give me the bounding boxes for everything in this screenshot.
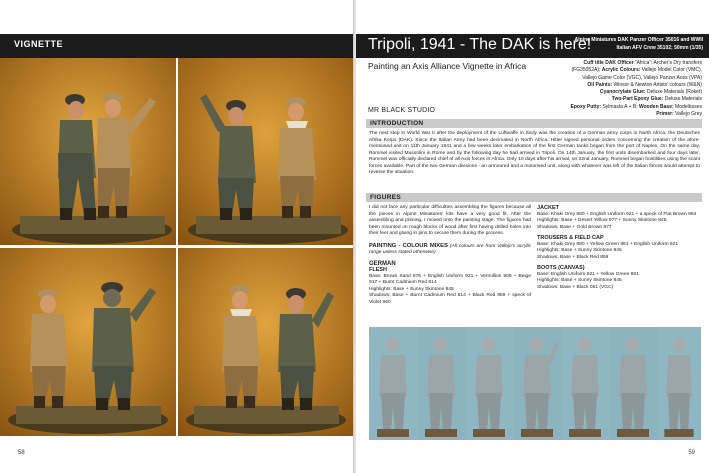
flesh-base: Base: Brown Sand 876 + English Uniform 921 + Vermillion 909 + Beige 917 + Burnt Cadmium Red 814 bbox=[369, 273, 531, 285]
vignette-photo-rear bbox=[0, 248, 176, 436]
trousers-shadows: Shadows: Base + Black Red 859 bbox=[537, 254, 609, 260]
credit-label: Cyanocrylate Glue: bbox=[600, 89, 646, 96]
credit-label: Acrylic Colours: bbox=[601, 67, 641, 74]
german-heading: GERMAN bbox=[369, 260, 396, 267]
trousers-heading: TROUSERS & FIELD CAP bbox=[537, 235, 604, 241]
primer-figure-photo bbox=[465, 327, 513, 440]
kit-info-line: Alpine Miniatures DAK Panzer Officer 35016 and WWII bbox=[574, 37, 703, 43]
credit-label: Primer: bbox=[656, 111, 674, 118]
jacket-highlights: Highlights: Base + Desert Yellow 977 + Sunny Skintone 845 bbox=[537, 218, 667, 223]
section-label: VIGNETTE bbox=[14, 39, 64, 49]
right-page bbox=[356, 0, 709, 473]
primer-figure-photo bbox=[417, 327, 465, 440]
primer-figure-photo bbox=[657, 327, 701, 440]
figures-heading: FIGURES bbox=[370, 194, 401, 201]
credit-label: Wooden Base: bbox=[639, 103, 674, 110]
article-title: Tripoli, 1941 - The DAK is here! bbox=[368, 36, 592, 53]
vignette-photo-three-quarter bbox=[178, 248, 354, 436]
kit-info-line: Italian AFV Crew 35102; 50mm (1/35) bbox=[616, 44, 703, 51]
introduction-bar bbox=[366, 119, 702, 128]
figures-column-left bbox=[369, 205, 531, 306]
credit-text: Sylmasta A + B; bbox=[601, 103, 639, 110]
flesh-highlights: Highlights: Base + Sunny Skintone 845 bbox=[369, 286, 454, 292]
primer-stage-photo-strip bbox=[369, 327, 701, 440]
materials-credits bbox=[512, 60, 702, 118]
article-subtitle: Painting an Axis Alliance Vignette in Africa bbox=[368, 61, 527, 71]
primer-figure-photo bbox=[513, 327, 561, 440]
figures-text: I did not face any particular difficulties assembling the figures because all the pieces in Alpine Miniatures’ kits have a very good fit. After the assembling and priming, I moved onto the painting stage. The figures had been mounted on rough blocks of wood after first having drilled holes into their feet and gluing in pins to secure them during the process. bbox=[369, 205, 531, 236]
primer-figure-photo bbox=[609, 327, 657, 440]
page-number-right: 59 bbox=[688, 450, 695, 456]
introduction-text: The next step in World War II after the deployment of the Luftwaffe in Sicily was the creation of a German army corps in North Africa, the Deutsches Afrika Korps (DAK). Since the Italian Army had been decimated in North Africa, Hitler signed personal orders concerning the creation of the afore-mentioned unit on 11th January 1941 and a few weeks later embarkation of the first German tanks began from the port of Naples. On the same day, Rommel visited Mussolini in Rome and by the following day he had arrived in Tripoli. On 14th January, the first units disembarked and four days later, Rommel was officially declared chief of all Axis forces in Africa. Only 10 days after his arrival, on 22nd January, Rommel began hostilities using the scant forces available. Part of the two German divisions - an armoured and a motorised unit, along with whatever was left of the Italian forces would attempt to reverse the situation. bbox=[369, 131, 700, 175]
painting-note: (All colours are from Vallejo’s acrylic range unless stated otherwise) bbox=[369, 243, 532, 255]
credit-text: Deluxe Materials (Roket) bbox=[645, 89, 702, 96]
boots-base: Base: English Uniform 921 + Yellow Green 881 bbox=[537, 271, 639, 277]
boots-shadows: Shadows: Base + Black 051 (VGC) bbox=[537, 284, 614, 290]
figures-column-right bbox=[537, 205, 700, 291]
introduction-heading: INTRODUCTION bbox=[370, 120, 424, 127]
credit-text: Vallejo Model Color (VMC), bbox=[640, 67, 702, 74]
flesh-shadows: Shadows: Base + Burnt Cadmium Red 814 + Black Red 859 + speck of Violet 960 bbox=[369, 293, 531, 305]
studio-byline: MR BLACK STUDIO bbox=[368, 107, 436, 114]
trousers-base: Base: Khaki Grey 880 + Yellow Green 881 + English Uniform 921 bbox=[537, 241, 679, 247]
primer-figure-photo bbox=[369, 327, 417, 440]
credit-text: Modelbases bbox=[673, 103, 702, 110]
kit-info bbox=[553, 37, 703, 52]
left-page bbox=[0, 0, 354, 473]
vignette-photo-front bbox=[0, 58, 176, 245]
credit-label: Oil Paints: bbox=[587, 81, 613, 88]
figures-bar bbox=[366, 193, 702, 202]
primer-figure-photo bbox=[561, 327, 609, 440]
credit-text: (FG35052A); bbox=[571, 67, 602, 74]
boots-highlights: Highlights: Base + Sunny Skintone 845 bbox=[537, 278, 622, 283]
credit-text: “Africa”: Archer’s Dry transfers bbox=[633, 60, 702, 66]
credit-text: Deluxe Materials bbox=[663, 96, 702, 103]
jacket-base: Base: Khaki Grey 880 + English Uniform 921 + a speck of Flat Brown 984 bbox=[537, 211, 697, 217]
flesh-heading: FLESH bbox=[369, 267, 388, 273]
credit-text: Winsor & Newton Artists’ colours (W&N) bbox=[612, 81, 702, 88]
credit-label: Two-Part Epoxy Glue: bbox=[611, 96, 664, 103]
jacket-shadows: Shadows: Base + Gold Brown 877 bbox=[537, 224, 612, 230]
section-banner bbox=[0, 34, 354, 58]
credit-label: Epoxy Putty: bbox=[570, 103, 602, 110]
trousers-highlights: Highlights: Base + Sunny Skintone 845 bbox=[537, 248, 622, 253]
boots-heading: BOOTS (CANVAS) bbox=[537, 265, 585, 271]
credit-text: Vallejo Grey bbox=[673, 111, 702, 118]
jacket-heading: JACKET bbox=[537, 205, 560, 211]
page-number-left: 58 bbox=[18, 450, 25, 456]
credit-text: Vallejo Game Color (VGC), Vallejo Panzer Aces (VPA) bbox=[582, 74, 702, 81]
vignette-photo-side bbox=[178, 58, 354, 245]
credit-label: Cuff title DAK Officer bbox=[583, 60, 634, 66]
painting-heading: PAINTING - COLOUR MIXES bbox=[369, 242, 448, 249]
